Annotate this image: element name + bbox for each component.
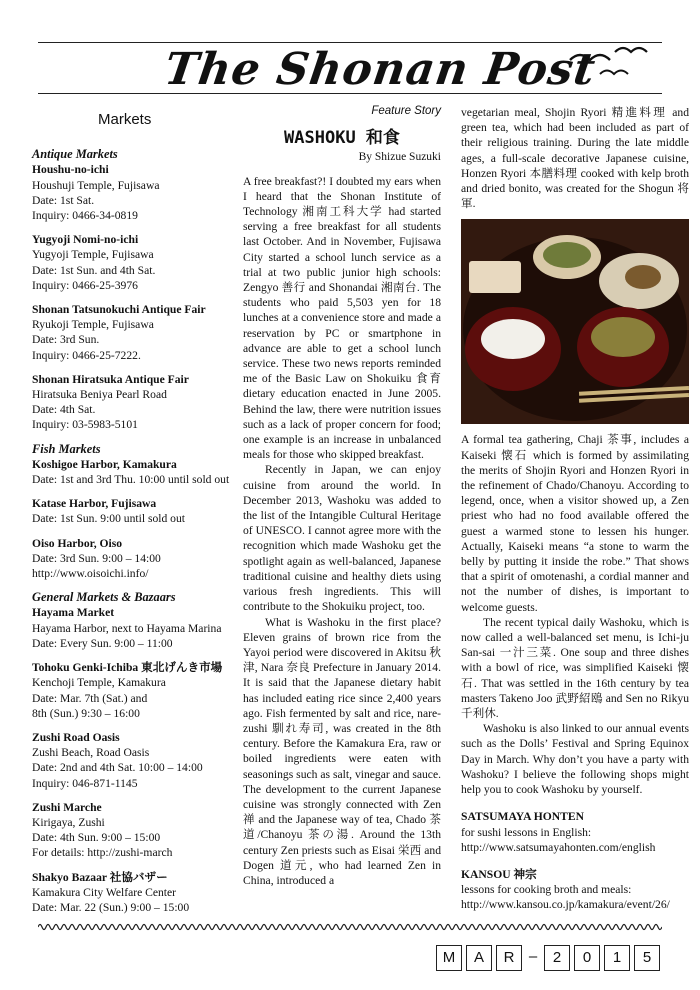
market-entry (32, 800, 232, 861)
wavy-divider (38, 920, 662, 934)
market-detail: 8th (Sun.) 9:30 – 16:00 (32, 706, 140, 720)
article-paragraph: What is Washoku in the first place? Eleven grains of brown rice from the Yayoi period were discovered in Akitsu 秋津, Nara 奈良 Prefecture in January 2014. It is said that the Japanese dietary habit has included eating rice since 2,400 years ago. Fish fermented by salt and rice, nare-zushi 馴れ寿司, was created in the 8th century. Before the Kamakura Era, raw or boiled ingredients were eaten with seasonings such as salt, vinegar and sauce. The development to the current Japanese cuisine was strongly connected with Zen 禅 and the Japanese way of tea, Chado 茶道/Chanoyu 茶の湯. Around the 13th century Zen priests such as Eisai 栄西 and Dogen 道元, who had learned Zen in China, introduced a (243, 615, 441, 887)
market-entry (32, 457, 232, 487)
market-detail: Date: 1st Sat. (32, 193, 95, 207)
date-box: – (528, 948, 538, 965)
market-name: Yugyoji Nomi-no-ichi (32, 233, 139, 247)
market-detail: For details: http://zushi-march (32, 846, 173, 860)
market-entry (32, 232, 232, 293)
article-paragraph: A formal tea gathering, Chaji 茶事, includes a Kaiseki 懐石 which is formed by assimilating the merits of Shojin Ryori and Honzen Ryori in the refinement of Chado/Chanoyu. According to legend, once, when a visitor showed up, a Zen priest who had no food available offered the guest a warmed stone to lessen his hunger. Actually, Kaiseki means “a stone to warm the belly by putting it inside the robe.” That shows that a spirit of omotenashi, a cordial manner and not the number of dishes, is important to welcome guests. (461, 433, 689, 614)
market-name: Tohoku Genki-Ichiba 東北げんき市場 (32, 661, 223, 675)
shop-detail: http://www.satsumayahonten.com/english (461, 840, 656, 854)
market-entry (32, 372, 232, 433)
market-detail: Inquiry: 03-5983-5101 (32, 418, 138, 432)
market-detail: http://www.oisoichi.info/ (32, 567, 149, 581)
issue-date-boxes (436, 945, 660, 971)
washoku-meal-photo (461, 219, 689, 424)
feature-headline: WASHOKU 和食 (284, 128, 400, 149)
market-name: Zushi Road Oasis (32, 730, 120, 744)
market-entry (32, 496, 232, 526)
masthead-title: The Shonan Post (161, 44, 599, 95)
date-box: 0 (574, 945, 600, 971)
market-detail: Date: 2nd and 4th Sat. 10:00 – 14:00 (32, 761, 203, 775)
market-detail: Date: 1st and 3rd Thu. 10:00 until sold out (32, 473, 230, 487)
shop-name: KANSOU 神宗 (461, 867, 537, 881)
article-paragraph: vegetarian meal, Shojin Ryori 精進料理 and green tea, which had been included as part of their religious training. During the late middle ages, a full-scale decorative Japanese cuisine, Honzen Ryori 本膳料理 cooked with kelp broth and dried bonito, was created for the Shogun 将軍. (461, 106, 689, 211)
feature-middle-column (243, 105, 441, 888)
feature-right-column (461, 105, 689, 913)
market-category: Fish Markets (32, 441, 101, 456)
market-detail: Date: 3rd Sun. 9:00 – 14:00 (32, 551, 161, 565)
market-detail: Inquiry: 0466-25-3976 (32, 278, 138, 292)
market-entry (32, 536, 232, 582)
market-detail: Date: Mar. 22 (Sun.) 9:00 – 15:00 (32, 900, 190, 914)
market-detail: Inquiry: 046-871-1145 (32, 776, 138, 790)
market-category: General Markets & Bazaars (32, 590, 176, 605)
article-paragraph: A free breakfast?! I doubted my ears when I heard that the Shonan Institute of Technology 湘南工科大学 had started serving a free breakfast for all students last October. And in November, Fujisawa City started a school lunch service as a trial at two public junior high schools: Zengyo 善行 and Shonandai 湘南台. The students who paid 5,503 yen for 18 lunches at a convenience store and made a reservation by PC or smartphone in advance are able to get a school lunch service. These two news reports reminded me of the Basic Law on Shokuiku 食育 dietary education enacted in June 2005. Behind the law, there were nutrition issues such as a lack of proper concern for food; one example is an increase in unbalanced meals for those who skipped breakfast. (243, 174, 441, 462)
feature-label: Feature Story (371, 105, 441, 117)
market-detail: Date: Every Sun. 9:00 – 11:00 (32, 636, 173, 650)
date-box: 1 (604, 945, 630, 971)
market-entry (32, 660, 232, 721)
shop-detail: for sushi lessons in English: (461, 825, 592, 839)
byline: By Shizue Suzuki (358, 151, 441, 164)
market-name: Shonan Tatsunokuchi Antique Fair (32, 303, 206, 317)
seagulls-icon (560, 40, 670, 85)
date-box: 2 (544, 945, 570, 971)
market-detail: Kenchoji Temple, Kamakura (32, 676, 166, 690)
date-box: R (496, 945, 522, 971)
market-entry (32, 870, 232, 916)
market-category: Antique Markets (32, 147, 118, 162)
market-name: Zushi Marche (32, 800, 102, 814)
market-detail: Kirigaya, Zushi (32, 815, 105, 829)
market-detail: Houshuji Temple, Fujisawa (32, 178, 160, 192)
date-box: M (436, 945, 462, 971)
date-box: 5 (634, 945, 660, 971)
market-name: Hayama Market (32, 606, 115, 620)
market-detail: Date: 4th Sun. 9:00 – 15:00 (32, 831, 161, 845)
article-paragraph: Recently in Japan, we can enjoy cuisine from around the world. In December 2013, Washoku was added to the list of the Intangible Cultural Heritage of UNESCO. I cannot agree more with the recognition which made Washoku get the spotlight again as well-balanced, Japanese traditional cuisine and healthy diets using various fresh ingredients. This will contribute to the Shokuiku project, too. (243, 463, 441, 614)
market-detail: Date: 1st Sun. 9:00 until sold out (32, 512, 185, 526)
market-entry (32, 162, 232, 223)
market-detail: Inquiry: 0466-25-7222. (32, 348, 141, 362)
market-name: Shonan Hiratsuka Antique Fair (32, 372, 189, 386)
market-detail: Date: 4th Sat. (32, 403, 96, 417)
shop-detail: lessons for cooking broth and meals: (461, 883, 632, 897)
market-detail: Date: 3rd Sun. (32, 333, 100, 347)
market-detail: Kamakura City Welfare Center (32, 885, 177, 899)
market-name: Shakyo Bazaar 社協バザー (32, 870, 168, 884)
market-name: Oiso Harbor, Oiso (32, 536, 123, 550)
market-detail: Hiratsuka Beniya Pearl Road (32, 388, 167, 402)
shop-name: SATSUMAYA HONTEN (461, 810, 584, 824)
market-entry (32, 302, 232, 363)
markets-column (32, 112, 232, 924)
market-detail: Date: Mar. 7th (Sat.) and (32, 691, 148, 705)
market-detail: Ryukoji Temple, Fujisawa (32, 318, 154, 332)
market-entry (32, 605, 232, 651)
market-entry (32, 730, 232, 791)
market-detail: Zushi Beach, Road Oasis (32, 746, 150, 760)
market-name: Katase Harbor, Fujisawa (32, 497, 157, 511)
markets-title: Markets (98, 111, 152, 128)
date-box: A (466, 945, 492, 971)
market-detail: Yugyoji Temple, Fujisawa (32, 248, 154, 262)
article-paragraph: The recent typical daily Washoku, which is now called a well-balanced set menu, is Ichi-ju San-sai 一汁三菜. One soup and three dishes with a bowl of rice, was simplified Kaiseki 懐石. That was settled in the 16th century by tea masters Takeno Joo 武野紹鴎 and Sen no Rikyu 千利休. (461, 615, 689, 721)
market-detail: Date: 1st Sun. and 4th Sat. (32, 263, 156, 277)
shop-detail: http://www.kansou.co.jp/kamakura/event/26/ (461, 898, 670, 912)
market-name: Houshu-no-ichi (32, 163, 109, 177)
market-name: Koshigoe Harbor, Kamakura (32, 457, 177, 471)
market-detail: Inquiry: 0466-34-0819 (32, 209, 138, 223)
market-detail: Hayama Harbor, next to Hayama Marina (32, 621, 222, 635)
article-paragraph: Washoku is also linked to our annual events such as the Dolls’ Festival and Spring Equinox Day in March. Why don’t you have a party with Washoku? I believe the following shops might help you to cook Washoku by yourself. (461, 722, 689, 797)
